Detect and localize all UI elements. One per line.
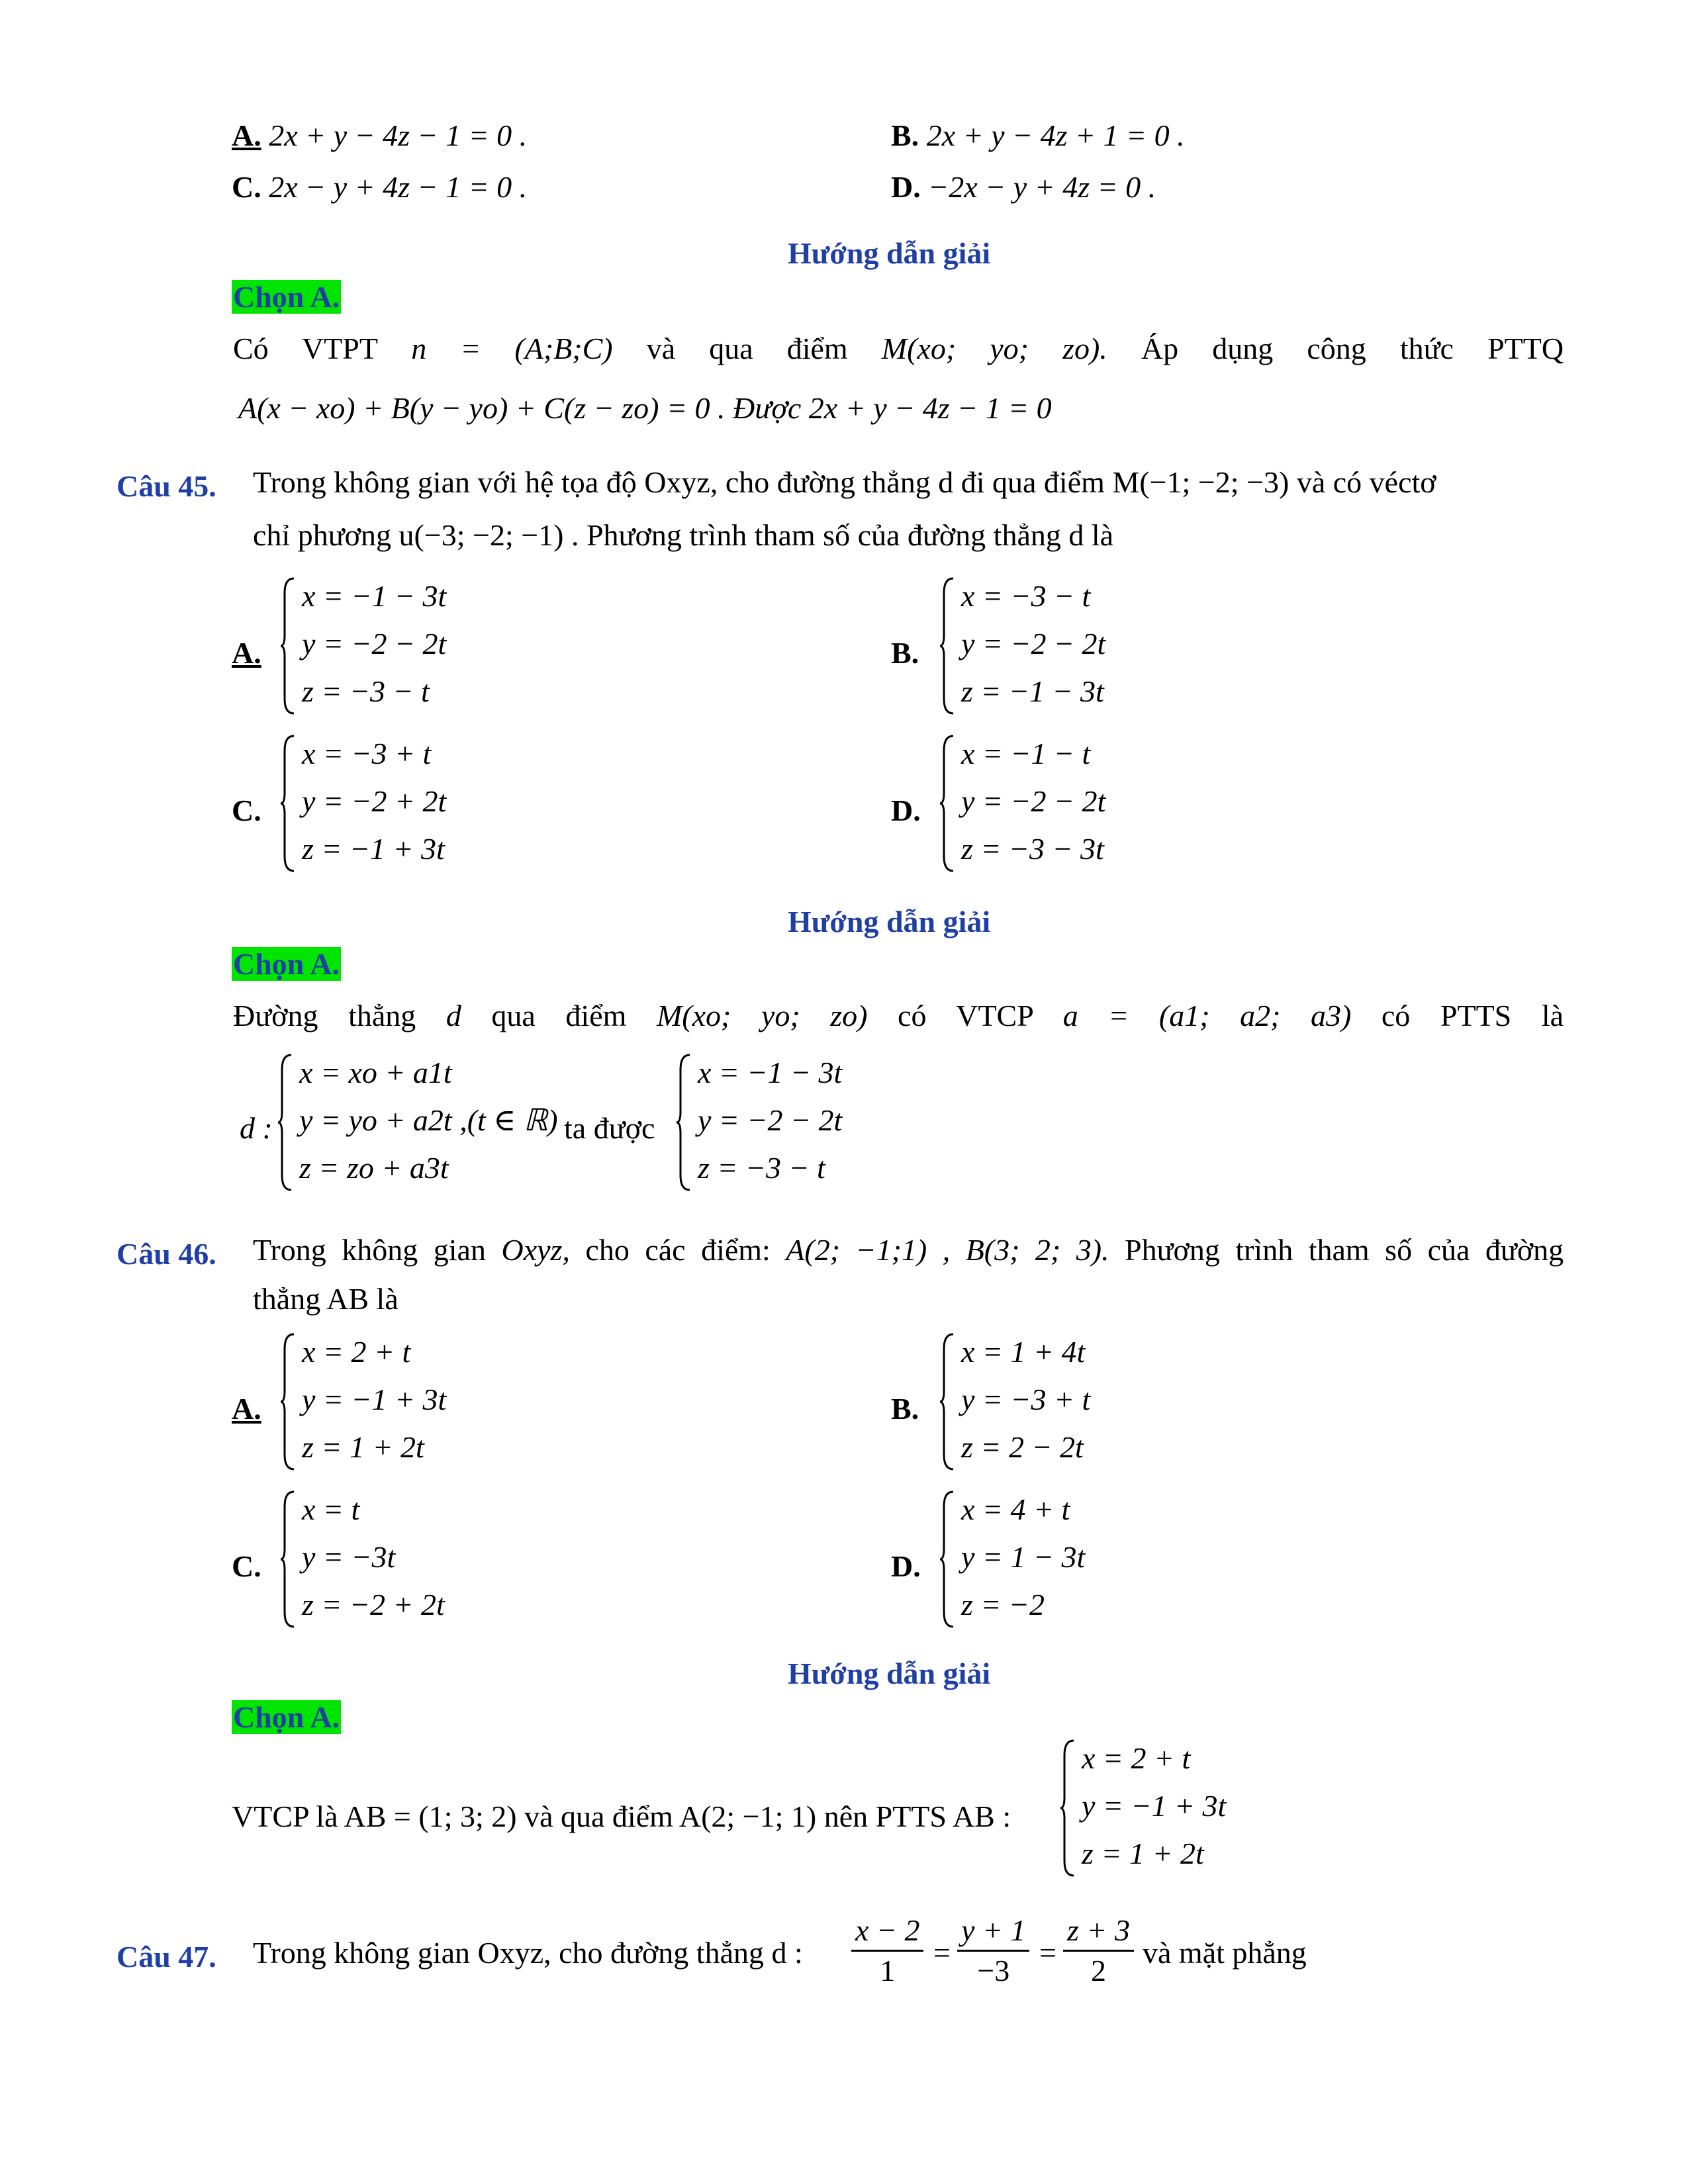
q46-solution-system: x = 2 + t y = −1 + 3t z = 1 + 2t (1059, 1739, 1297, 1877)
option-label: D. (891, 170, 921, 204)
option-label-c: C. (232, 1549, 261, 1583)
left-brace-icon (939, 735, 956, 872)
left-brace-icon (279, 1490, 297, 1628)
option-label-d: D. (891, 794, 921, 827)
option-text: 2x − y + 4z − 1 = 0 . (269, 170, 528, 204)
left-brace-icon (279, 577, 297, 715)
option-text: 2x + y − 4z − 1 = 0 . (269, 118, 528, 152)
left-brace-icon (939, 577, 956, 715)
chosen-answer: Chọn A. (233, 1700, 340, 1734)
chosen-answer: Chọn A. (233, 280, 340, 314)
equals-sign: = (933, 1936, 951, 1970)
option-label: C. (232, 170, 261, 204)
system-option-d: x = −1 − t y = −2 − 2t z = −3 − 3t (939, 735, 1177, 872)
question-stem: Trong không gian Oxyz, cho các điểm: A(2; −1;1) , B(3; 2; 3). Phương trình tham số của đường (253, 1233, 1564, 1267)
ta-duoc-text: ta được (564, 1111, 655, 1145)
q44-solution-line2: A(x − xo) + B(y − yo) + C(z − zo) = 0 . Được 2x + y − 4z − 1 = 0 (238, 391, 1052, 425)
question-stem: Trong không gian Oxyz, cho đường thẳng d : (253, 1936, 803, 1970)
fraction-x: $\frac{x - 2}{1}$ (851, 1911, 923, 1989)
option-label-c: C. (232, 794, 261, 827)
solution-heading: Hướng dẫn giải (788, 236, 991, 270)
option-text: −2x − y + 4z = 0 . (928, 170, 1156, 204)
left-brace-icon (279, 1333, 297, 1471)
question-stem: Trong không gian với hệ tọa độ Oxyz, cho đường thẳng d đi qua điểm M(−1; −2; −3) và có véctơ (253, 465, 1436, 499)
left-brace-icon (939, 1333, 956, 1471)
result-parametric-system: x = −1 − 3t y = −2 − 2t z = −3 − t (675, 1054, 914, 1191)
chosen-answer: Chọn A. (233, 947, 340, 981)
option-label-a: A. (232, 1392, 261, 1426)
option-label: B. (891, 118, 919, 152)
left-brace-icon (277, 1054, 294, 1191)
fraction-y: $\frac{y + 1}{-3}$ (957, 1911, 1029, 1989)
system-option-d: x = 4 + t y = 1 − 3t z = −2 (939, 1490, 1177, 1628)
general-parametric-system: x = xo + a1t y = yo + a2t ,(t ∈ ℝ) z = zo + a3t (277, 1054, 568, 1191)
q44-option-a (232, 116, 527, 155)
q44-option-d (891, 168, 1156, 206)
left-brace-icon (1059, 1739, 1076, 1877)
q44-option-b (891, 116, 1185, 155)
system-option-a: x = −1 − 3t y = −2 − 2t z = −3 − t (279, 577, 518, 715)
option-label-d: D. (891, 1549, 921, 1583)
q46-solution-text: VTCP là AB = (1; 3; 2) và qua điểm A(2; −1; 1) nên PTTS AB : (232, 1799, 1011, 1833)
system-option-a: x = 2 + t y = −1 + 3t z = 1 + 2t (279, 1333, 518, 1471)
equals-sign: = (1039, 1936, 1056, 1970)
solution-heading: Hướng dẫn giải (788, 905, 991, 938)
left-brace-icon (279, 735, 297, 872)
option-label: A. (232, 118, 261, 152)
q44-solution-line1: Có VTPT n = (A;B;C) và qua điểm M(xo; yo; zo). Áp dụng công thức PTTQ (233, 332, 1564, 365)
question-stem-continued: chỉ phương u(−3; −2; −1) . Phương trình tham số của đường thẳng d là (253, 518, 1114, 552)
system-option-c: x = t y = −3t z = −2 + 2t (279, 1490, 518, 1628)
q44-option-c (232, 168, 527, 206)
left-brace-icon (939, 1490, 956, 1628)
question-number: Câu 45. (117, 469, 216, 503)
question-number: Câu 46. (117, 1237, 216, 1271)
system-option-b: x = −3 − t y = −2 − 2t z = −1 − 3t (939, 577, 1177, 715)
solution-heading: Hướng dẫn giải (788, 1657, 991, 1690)
question-stem-continued: thẳng AB là (253, 1282, 399, 1316)
system-option-b: x = 1 + 4t y = −3 + t z = 2 − 2t (939, 1333, 1177, 1471)
option-label-b: B. (891, 1392, 919, 1426)
question-stem-end: và mặt phẳng (1143, 1936, 1307, 1970)
question-number: Câu 47. (117, 1940, 216, 1974)
option-label-b: B. (891, 636, 919, 670)
q45-solution-line1: Đường thẳng d qua điểm M(xo; yo; zo) có VTCP a = (a1; a2; a3) có PTTS là (233, 999, 1564, 1032)
system-option-c: x = −3 + t y = −2 + 2t z = −1 + 3t (279, 735, 518, 872)
left-brace-icon (675, 1054, 692, 1191)
option-text: 2x + y − 4z + 1 = 0 . (926, 118, 1185, 152)
option-label-a: A. (232, 636, 261, 670)
fraction-z: $\frac{z + 3}{2}$ (1063, 1911, 1134, 1989)
line-name-d: d : (240, 1111, 273, 1145)
